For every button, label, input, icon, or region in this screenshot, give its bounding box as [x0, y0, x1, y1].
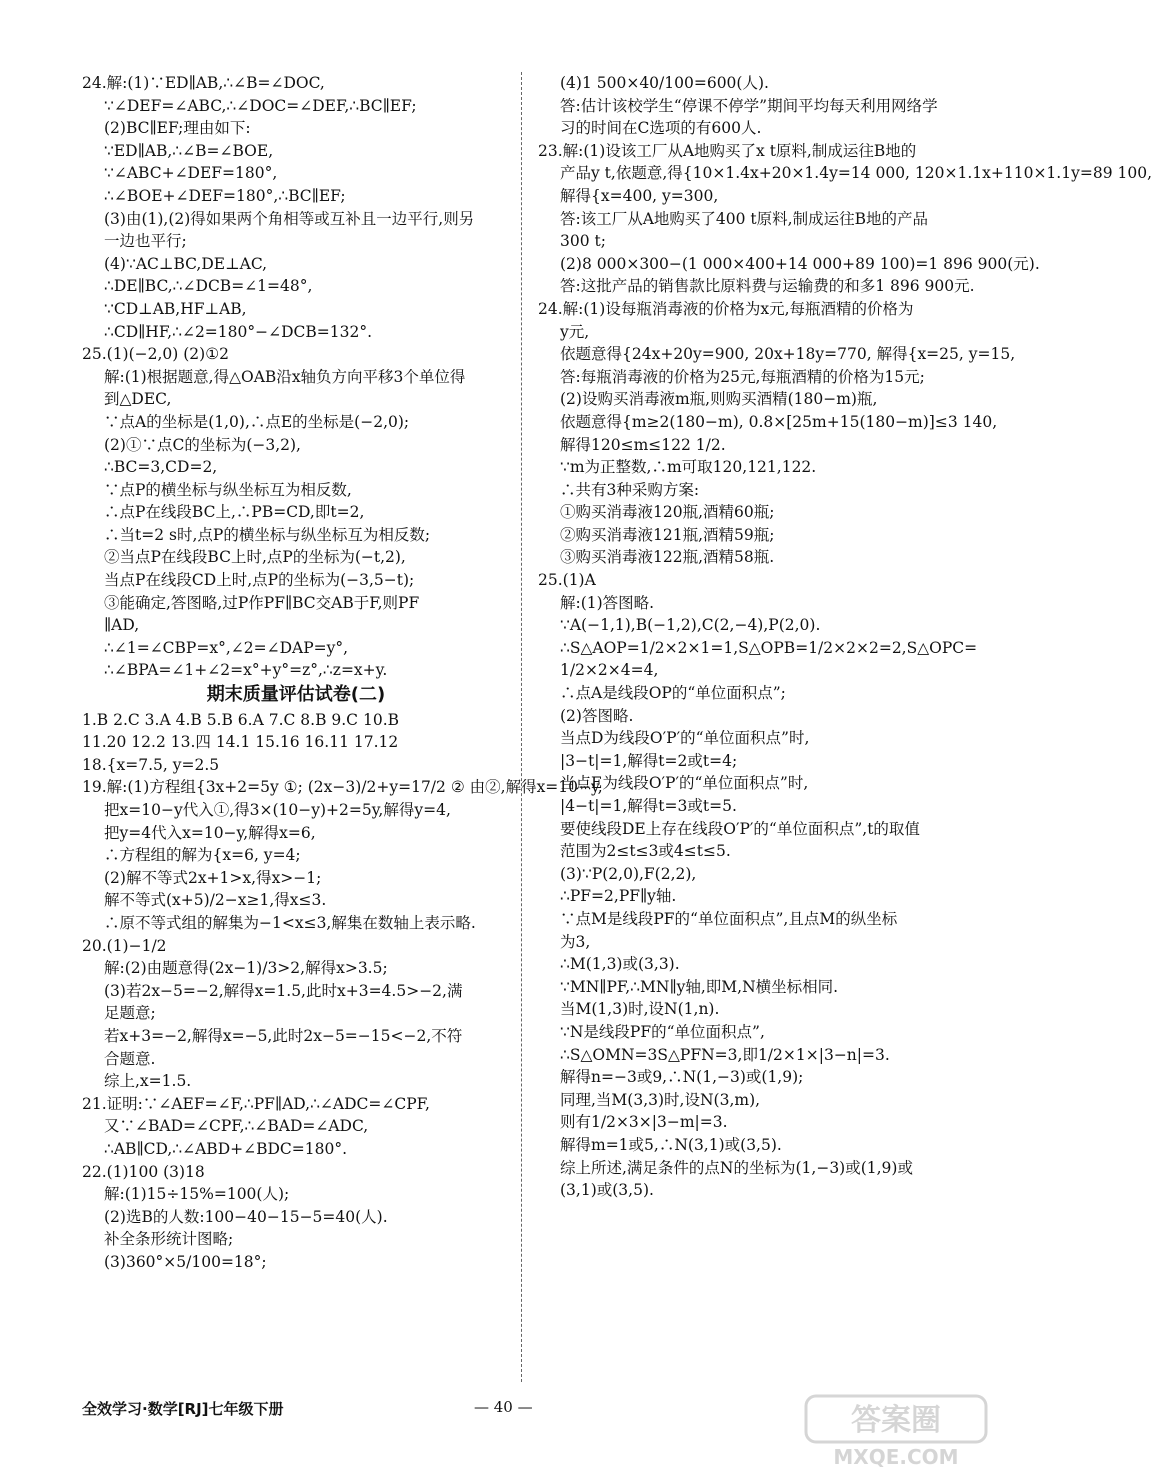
- answer-line: 解得120≤m≤122 1/2.: [560, 435, 726, 454]
- answer-line: ∵m为正整数,∴m可取120,121,122.: [560, 458, 817, 477]
- answer-line: ∵ED∥AB,∴∠B=∠BOE,: [104, 141, 274, 160]
- answer-line: 当M(1,3)时,设N(1,n).: [560, 1000, 720, 1019]
- watermark-logo: [802, 1392, 990, 1470]
- answer-line: 当点E为线段O′P′的“单位面积点”时,: [560, 774, 809, 793]
- answer-line: 合题意.: [104, 1049, 156, 1068]
- answer-line: ∴点P在线段BC上,∴PB=CD,即t=2,: [104, 503, 365, 522]
- answer-line: (3,1)或(3,5).: [560, 1181, 654, 1200]
- answer-line: ∴点A是线段OP的“单位面积点”;: [560, 684, 786, 703]
- answer-line: 25.(1)A: [538, 571, 596, 590]
- answer-line: ∴S△AOP=1/2×2×1=1,S△OPB=1/2×2×2=2,S△OPC=: [560, 638, 978, 657]
- right-column: [538, 72, 1152, 1202]
- left-answers-part1: [82, 72, 510, 682]
- answer-line: ∴PF=2,PF∥y轴.: [560, 887, 677, 906]
- answer-line: |3−t|=1,解得t=2或t=4;: [560, 751, 738, 770]
- answer-line: 24.解:(1)设每瓶消毒液的价格为x元,每瓶酒精的价格为: [538, 299, 914, 318]
- answer-line: (2)选B的人数:100−40−15−5=40(人).: [104, 1207, 388, 1226]
- answer-line: (2)BC∥EF;理由如下:: [104, 119, 251, 138]
- answer-line: 解:(1)15÷15%=100(人);: [104, 1185, 290, 1204]
- answer-line: ∴S△OMN=3S△PFN=3,即1/2×1×|3−n|=3.: [560, 1045, 890, 1064]
- answer-line: 依题意得{24x+20y=900, 20x+18y=770, 解得{x=25, y=15,: [560, 345, 1016, 364]
- answer-line: 一边也平行;: [104, 232, 187, 251]
- answer-line: ∴BC=3,CD=2,: [104, 458, 218, 477]
- answer-line: 把y=4代入x=10−y,解得x=6,: [104, 823, 316, 842]
- answer-line: ∴∠BPA=∠1+∠2=x°+y°=z°,∴z=x+y.: [104, 661, 388, 680]
- answer-line: ③能确定,答图略,过P作PF∥BC交AB于F,则PF: [104, 593, 420, 612]
- answer-line: 要使线段DE上存在线段O′P′的“单位面积点”,t的取值: [560, 819, 920, 838]
- answer-line: ∵点M是线段PF的“单位面积点”,且点M的纵坐标: [560, 909, 898, 928]
- answer-line: ∴∠BOE+∠DEF=180°,∴BC∥EF;: [104, 186, 346, 205]
- answer-line: ∥AD,: [104, 616, 140, 635]
- answer-line: 1/2×2×4=4,: [560, 661, 659, 680]
- page-number: — 40 —: [474, 1398, 533, 1416]
- book-title: 全效学习·数学[RJ]七年级下册: [82, 1400, 284, 1418]
- answer-line: (3)若2x−5=−2,解得x=1.5,此时x+3=4.5>−2,满: [104, 981, 463, 1000]
- answer-line: ∴AB∥CD,∴∠ABD+∠BDC=180°.: [104, 1139, 348, 1158]
- answer-line: 为3,: [560, 932, 591, 951]
- answer-line: 答:该工厂从A地购买了400 t原料,制成运往B地的产品: [560, 209, 928, 228]
- answer-line: 依题意得{m≥2(180−m), 0.8×[25m+15(180−m)]≤3 140,: [560, 412, 998, 431]
- answer-line: 范围为2≤t≤3或4≤t≤5.: [560, 842, 731, 861]
- answer-line: (2)设购买消毒液m瓶,则购买酒精(180−m)瓶,: [560, 390, 878, 409]
- answer-line: 22.(1)100 (3)18: [82, 1162, 205, 1181]
- answer-line: |4−t|=1,解得t=3或t=5.: [560, 797, 737, 815]
- answer-line: ∴M(1,3)或(3,3).: [560, 955, 680, 974]
- answer-line: (2)8 000×300−(1 000×400+14 000+89 100)=1 896 900(元).: [560, 254, 1040, 273]
- answer-line: 产品y t,依题意,得{10×1.4x+20×1.4y=14 000, 120×1.1x+110×1.1y=89 100,: [560, 164, 1152, 183]
- answer-line: (3)由(1),(2)得如果两个角相等或互补且一边平行,则另: [104, 209, 475, 228]
- answer-line: ∵N是线段PF的“单位面积点”,: [560, 1022, 765, 1041]
- answer-line: 23.解:(1)设该工厂从A地购买了x t原料,制成运往B地的: [538, 141, 917, 160]
- answer-line: 21.证明:∵∠AEF=∠F,∴PF∥AD,∴∠ADC=∠CPF,: [82, 1094, 430, 1113]
- answer-line: (3)∵P(2,0),F(2,2),: [560, 864, 697, 883]
- answer-line: 300 t;: [560, 232, 606, 251]
- answer-line: ∵点P的横坐标与纵坐标互为相反数,: [104, 480, 352, 499]
- answer-line: 25.(1)(−2,0) (2)①2: [82, 345, 229, 364]
- answer-line: 20.(1)−1/2: [82, 936, 167, 955]
- answer-line: 若x+3=−2,解得x=−5,此时2x−5=−15<−2,不符: [104, 1026, 463, 1045]
- answer-line: (2)答图略.: [560, 706, 634, 725]
- answer-line: 综上所述,满足条件的点N的坐标为(1,−3)或(1,9)或: [560, 1158, 913, 1177]
- answer-line: ∵A(−1,1),B(−1,2),C(2,−4),P(2,0).: [560, 616, 821, 635]
- answer-line: ∴原不等式组的解集为−1<x≤3,解集在数轴上表示略.: [104, 913, 476, 932]
- answer-line: (3)360°×5/100=18°;: [104, 1252, 267, 1271]
- watermark-text: 答案圈: [851, 1403, 941, 1438]
- answer-line: (4)1 500×40/100=600(人).: [560, 74, 769, 92]
- answer-line: 答:这批产品的销售款比原料费与运输费的和多1 896 900元.: [560, 277, 975, 296]
- answer-line: y元,: [560, 322, 590, 341]
- answer-line: (2)解不等式2x+1>x,得x>−1;: [104, 868, 322, 887]
- answer-line: 18.{x=7.5, y=2.5: [82, 755, 220, 774]
- answer-line: ∴方程组的解为{x=6, y=4;: [104, 846, 301, 865]
- answer-line: 解得{x=400, y=300,: [560, 186, 719, 205]
- answer-line: ②当点P在线段BC上时,点P的坐标为(−t,2),: [104, 548, 406, 567]
- answer-line: ∴DE∥BC,∴∠DCB=∠1=48°,: [104, 277, 313, 296]
- answer-line: 综上,x=1.5.: [104, 1072, 192, 1091]
- answer-line: 习的时间在C选项的有600人.: [560, 119, 762, 138]
- answer-line: 足题意;: [104, 1004, 156, 1023]
- answer-line: ①购买消毒液120瓶,酒精60瓶;: [560, 503, 775, 522]
- answer-line: 解:(1)答图略.: [560, 593, 655, 612]
- answer-line: ②购买消毒液121瓶,酒精59瓶;: [560, 525, 775, 544]
- column-divider: [521, 72, 522, 1382]
- answer-line: 19.解:(1)方程组{3x+2=5y ①; (2x−3)/2+y=17/2 ② 由②,解得x=10−y,: [82, 778, 603, 797]
- answer-line: ∴共有3种采购方案:: [560, 480, 700, 499]
- answer-line: 答:估计该校学生“停课不停学”期间平均每天利用网络学: [560, 96, 938, 115]
- answer-line: 24.解:(1)∵ED∥AB,∴∠B=∠DOC,: [82, 74, 325, 92]
- answer-line: 同理,当M(3,3)时,设N(3,m),: [560, 1090, 761, 1109]
- answer-line: 答:每瓶消毒液的价格为25元,每瓶酒精的价格为15元;: [560, 367, 925, 386]
- answer-line: 当点P在线段CD上时,点P的坐标为(−3,5−t);: [104, 571, 415, 590]
- answer-line: ∵CD⊥AB,HF⊥AB,: [104, 299, 247, 318]
- answer-line: (2)①∵点C的坐标为(−3,2),: [104, 435, 301, 454]
- answer-line: 解得m=1或5,∴N(3,1)或(3,5).: [560, 1135, 782, 1154]
- answer-line: ∵∠DEF=∠ABC,∴∠DOC=∠DEF,∴BC∥EF;: [104, 96, 417, 115]
- answer-line: ∵∠ABC+∠DEF=180°,: [104, 164, 278, 183]
- answer-line: ∴∠1=∠CBP=x°,∠2=∠DAP=y°,: [104, 638, 349, 657]
- answer-line: 11.20 12.2 13.四 14.1 15.16 16.11 17.12: [82, 733, 399, 752]
- answer-line: ∴CD∥HF,∴∠2=180°−∠DCB=132°.: [104, 322, 373, 341]
- answer-line: 补全条形统计图略;: [104, 1230, 234, 1249]
- answer-line: 解:(1)根据题意,得△OAB沿x轴负方向平移3个单位得: [104, 367, 466, 386]
- section-title: 期末质量评估试卷(二): [206, 684, 386, 706]
- answer-line: ∴当t=2 s时,点P的横坐标与纵坐标互为相反数;: [104, 525, 431, 544]
- answer-line: ∵点A的坐标是(1,0),∴点E的坐标是(−2,0);: [104, 412, 410, 431]
- watermark-url: MXQE.COM: [833, 1445, 959, 1469]
- answer-line: 到△DEC,: [104, 390, 172, 409]
- answer-line: ∵MN∥PF,∴MN∥y轴,即M,N横坐标相同.: [560, 977, 839, 996]
- answer-line: 把x=10−y代入①,得3×(10−y)+2=5y,解得y=4,: [104, 801, 451, 819]
- answer-line: 又∵∠BAD=∠CPF,∴∠BAD=∠ADC,: [104, 1117, 369, 1136]
- answer-line: (4)∵AC⊥BC,DE⊥AC,: [104, 254, 268, 273]
- answer-line: 解:(2)由题意得(2x−1)/3>2,解得x>3.5;: [104, 959, 388, 978]
- answer-line: 解得n=−3或9,∴N(1,−3)或(1,9);: [560, 1068, 804, 1087]
- answer-line: 解不等式(x+5)/2−x≥1,得x≤3.: [104, 891, 327, 910]
- answer-line: 1.B 2.C 3.A 4.B 5.B 6.A 7.C 8.B 9.C 10.B: [82, 710, 400, 729]
- answer-line: 当点D为线段O′P′的“单位面积点”时,: [560, 729, 810, 748]
- answer-line: ③购买消毒液122瓶,酒精58瓶.: [560, 548, 775, 567]
- answer-line: 则有1/2×3×|3−m|=3.: [560, 1113, 728, 1132]
